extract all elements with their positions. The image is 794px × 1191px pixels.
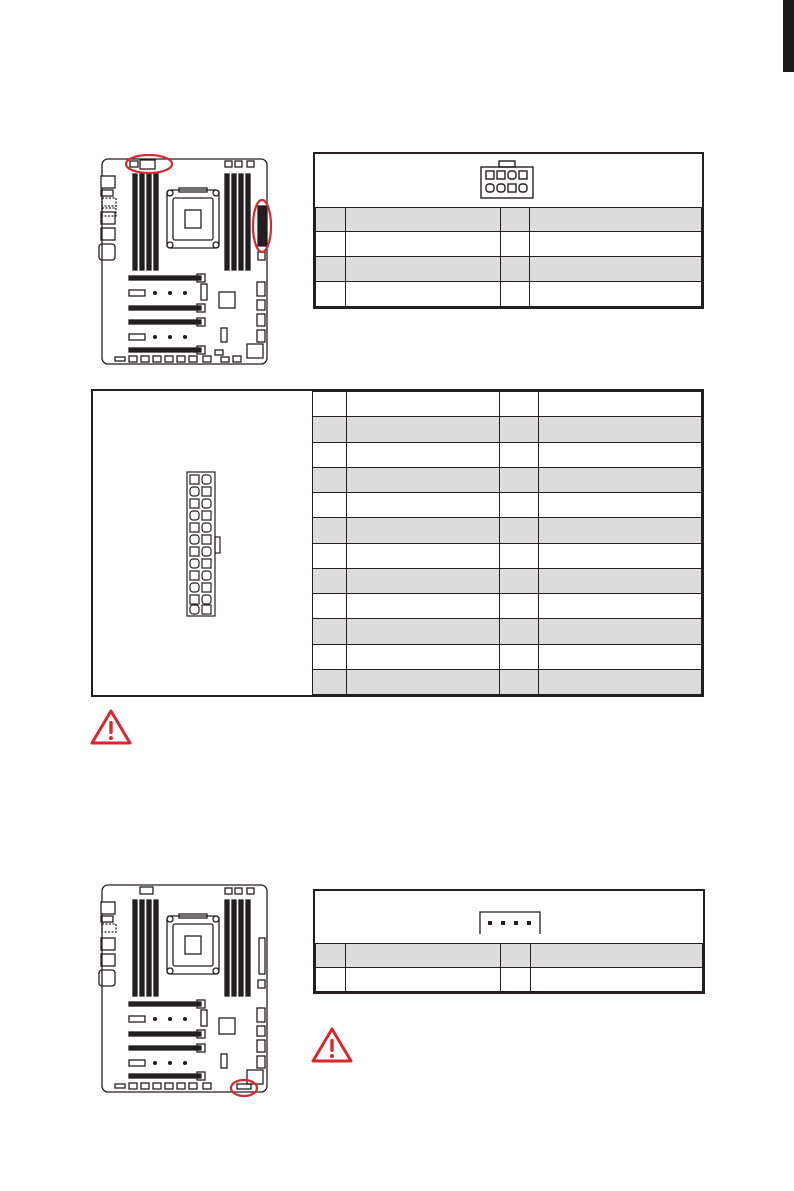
motherboard-diagram-top [97, 154, 272, 369]
table-row [316, 232, 702, 257]
table-row [316, 282, 702, 307]
connector-diagram-cell [93, 392, 313, 695]
table-row [316, 257, 702, 282]
8-pin-power-connector-icon [479, 160, 535, 200]
4-pin-fan-connector-icon [479, 911, 541, 935]
24-pin-power-connector-icon [186, 471, 222, 617]
warning-triangle-icon [90, 709, 132, 745]
chapter-edge-bar [783, 0, 794, 72]
connector-diagram-cell [316, 154, 702, 207]
table-row [316, 943, 703, 967]
connector-diagram-cell [316, 891, 703, 943]
motherboard-diagram-bottom [97, 884, 272, 1099]
fan-connector-pinout-table [313, 889, 705, 994]
cpu-power-pinout-table [313, 152, 704, 309]
table-row [93, 392, 702, 417]
table-row [316, 207, 702, 232]
table-row [316, 967, 703, 991]
atx-power-pinout-table [91, 389, 704, 697]
warning-triangle-icon [311, 1027, 353, 1063]
